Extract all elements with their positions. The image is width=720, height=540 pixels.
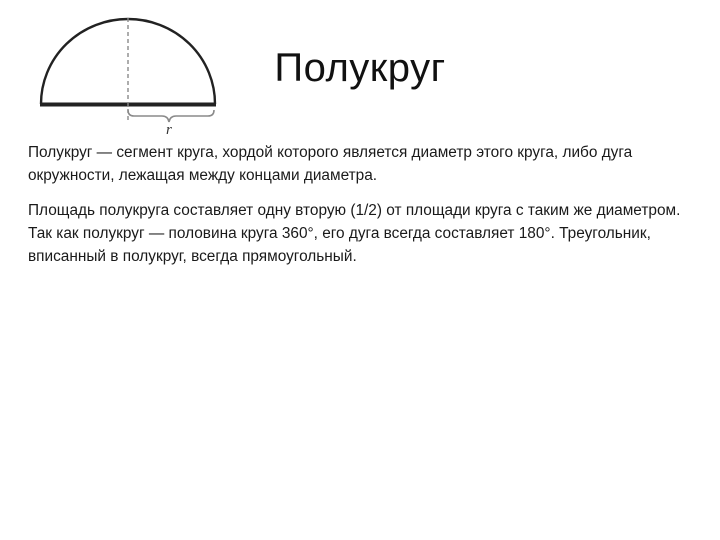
radius-brace bbox=[128, 110, 214, 122]
slide-body bbox=[28, 141, 696, 280]
semicircle-diagram bbox=[36, 12, 222, 134]
definition-paragraph: Полукруг — сегмент круга, хордой которого является диаметр этого круга, либо дуга окружности, лежащая между концами диаметра. bbox=[28, 144, 633, 184]
slide-title: Полукруг bbox=[274, 46, 446, 90]
radius-label: r bbox=[166, 122, 172, 134]
area-paragraph: Площадь полукруга составляет одну вторую (1/2) от площади круга с таким же диаметром. Так как полукруг — половина круга 360°, его дуга всегда составляет 180°. Треугольник, вписанный в полукруг, всегда прямоугольный. bbox=[28, 202, 681, 265]
